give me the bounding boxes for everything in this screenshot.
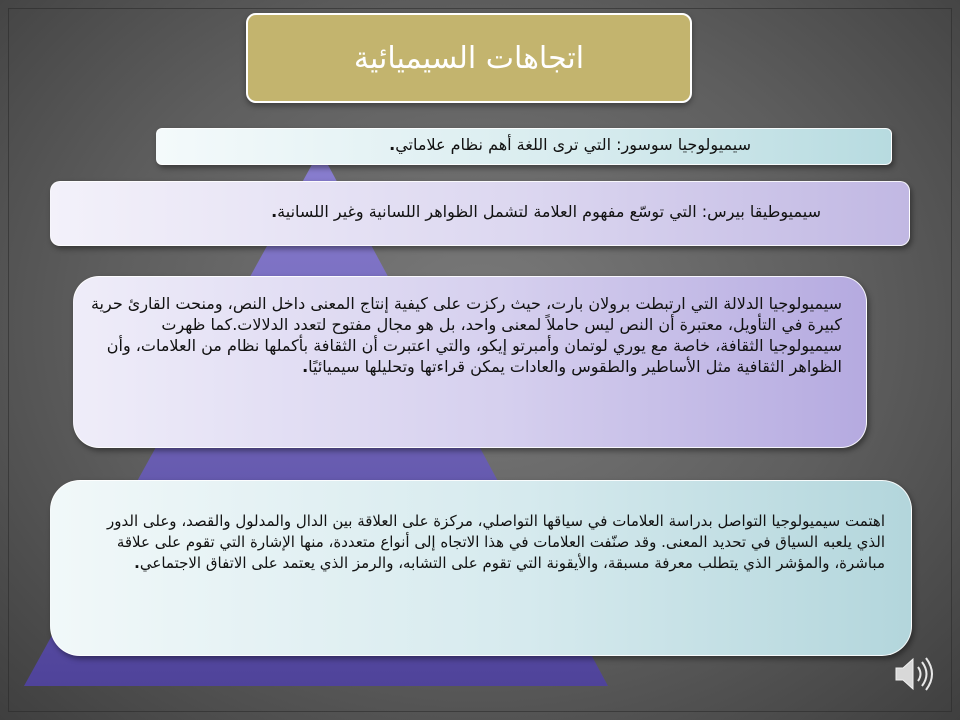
signification-period: . bbox=[302, 357, 309, 376]
slide-title-box bbox=[246, 13, 692, 103]
saussure-box bbox=[156, 128, 892, 165]
peirce-period: . bbox=[271, 202, 278, 221]
communication-box bbox=[50, 480, 912, 656]
speaker-icon[interactable] bbox=[892, 654, 938, 694]
saussure-period: . bbox=[389, 135, 396, 154]
peirce-box bbox=[50, 181, 910, 246]
communication-text: اهتمت سيميولوجيا التواصل بدراسة العلامات في سياقها التواصلي، مركزة على العلاقة بين الدال والمدلول والقصد، وعلى الدور الذي يلعبه السياق في تحديد المعنى. وقد صنّفت العلامات في هذا الاتجاه إلى أنواع متعددة، منها الإشارة التي تقوم على علاقة مباشرة، والمؤشر الذي يتطلب معرفة مسبقة، والأيقونة التي تقوم على التشابه، والرمز الذي يعتمد على الاتفاق الاجتماعي bbox=[107, 512, 885, 572]
signification-text: سيميولوجيا الدلالة التي ارتبطت برولان بارت، حيث ركزت على كيفية إنتاج المعنى داخل النص، ومنحت القارئ حرية كبيرة في التأويل، معتبرة أن النص ليس حاملاً لمعنى واحد، بل هو مجال مفتوح لتعدد الدلالات.كما ظهرت سيميولوجيا الثقافة، خاصة مع يوري لوتمان وأمبرتو إيكو، والتي اعتبرت أن الثقافة بأكملها نظام من العلامات، وأن الظواهر الثقافية مثل الأساطير والطقوس والعادات يمكن قراءتها وتحليلها سيميائيًا bbox=[90, 294, 842, 376]
slide-title: اتجاهات السيميائية bbox=[353, 40, 585, 76]
peirce-text: سيميوطيقا بيرس: التي توسّع مفهوم العلامة لتشمل الظواهر اللسانية وغير اللسانية bbox=[277, 202, 821, 221]
signification-box bbox=[73, 276, 867, 448]
saussure-text: سيميولوجيا سوسور: التي ترى اللغة أهم نظام علاماتي bbox=[395, 135, 751, 154]
communication-period: . bbox=[134, 554, 140, 572]
